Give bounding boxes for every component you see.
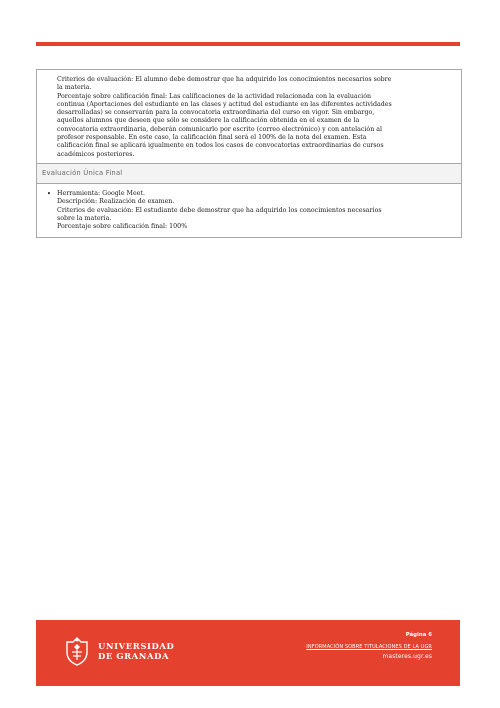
text-line: Criterios de evaluación: El alumno debe demostrar que ha adquirido los conocimientos necesarios sobre [57, 76, 392, 83]
text-line: sobre la materia. [57, 214, 112, 222]
page-number: Página 6 [405, 632, 432, 638]
section-heading: Evaluación Única Final [37, 164, 461, 184]
info-link[interactable]: INFORMACIÓN SOBRE TITULACIONES DE LA UGR [306, 644, 432, 650]
evaluation-criteria-text [37, 70, 461, 163]
text-line: convocatoria extraordinaria, deberán comunicarlo por escrito (correo electrónico) y con antelación al [57, 125, 383, 133]
content-table [36, 69, 462, 238]
text-line: Porcentaje sobre calificación final: 100% [57, 223, 188, 231]
footer-banner [36, 620, 460, 686]
text-line: continua (Aportaciones del estudiante en las clases y actitud del estudiante en las diferentes actividades [57, 100, 392, 108]
list-item-text [57, 190, 382, 231]
site-link[interactable]: masteres.ugr.es [382, 653, 432, 660]
evaluation-criteria-cell [37, 70, 461, 164]
list-item [37, 184, 461, 237]
text-line: la materia. [57, 84, 92, 92]
text-line: Herramienta: Google Meet. [57, 189, 145, 197]
text-line: Criterios de evaluación: El estudiante debe demostrar que ha adquirido los conocimientos necesarios [57, 206, 382, 214]
text-line: calificación final se aplicará igualmente en todos los casos de convocatorias extraordinarias de cursos [57, 142, 384, 150]
text-line: aquellos alumnos que deseen que sólo se considere la calificación obtenida en el examen de la [57, 117, 360, 125]
text-line: Descripción: Realización de examen. [57, 198, 175, 206]
text-line: académicos posteriores. [57, 150, 135, 158]
header-rule [36, 42, 460, 46]
university-name-line: DE GRANADA [98, 651, 170, 661]
university-name-line: UNIVERSIDAD [98, 641, 175, 651]
text-line: Porcentaje sobre calificación final: Las calificaciones de la actividad relacionada con la evaluación [57, 92, 372, 100]
text-line: profesor responsable. En este caso, la calificación final será el 100% de la nota del examen. Esta [57, 134, 367, 142]
university-crest-icon [64, 636, 90, 666]
text-line: desarrolladas) se conservarán para la convocatoria extraordinaria del curso en vigor. Sin embargo, [57, 109, 375, 117]
bullet-icon: • [46, 189, 52, 198]
single-evaluation-cell [37, 184, 461, 237]
university-name [98, 641, 174, 661]
